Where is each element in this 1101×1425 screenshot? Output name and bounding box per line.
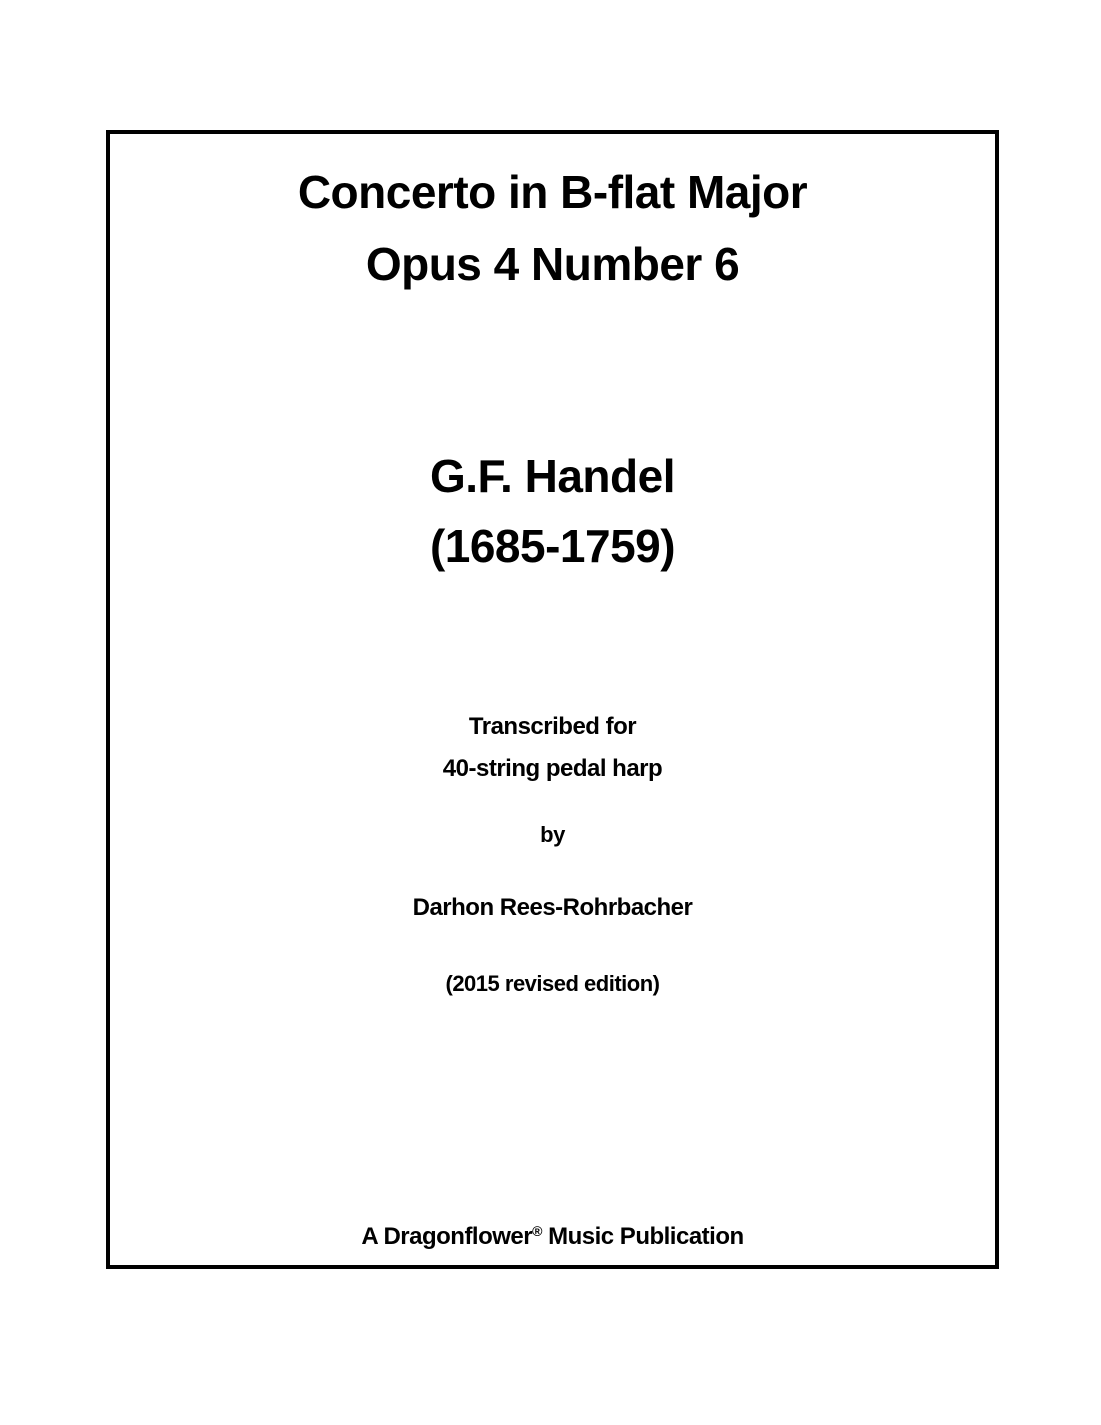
publisher-suffix: Music Publication [541, 1223, 744, 1250]
registered-mark: ® [532, 1223, 542, 1239]
publisher-prefix: A Dragonflower [361, 1223, 533, 1250]
composer-name: G.F. Handel [430, 450, 675, 502]
by-label: by [540, 822, 565, 847]
publisher-line [110, 1216, 995, 1252]
instrument: 40-string pedal harp [442, 755, 663, 782]
edition-note: (2015 revised edition) [445, 971, 660, 996]
composer-dates: (1685-1759) [429, 520, 676, 572]
title-page-border [106, 130, 999, 1269]
piece-title: Concerto in B-flat Major [297, 166, 808, 218]
arranger-name: Darhon Rees-Rohrbacher [412, 894, 693, 921]
opus-number: Opus 4 Number 6 [365, 238, 740, 290]
transcribed-for-label: Transcribed for [468, 713, 637, 740]
